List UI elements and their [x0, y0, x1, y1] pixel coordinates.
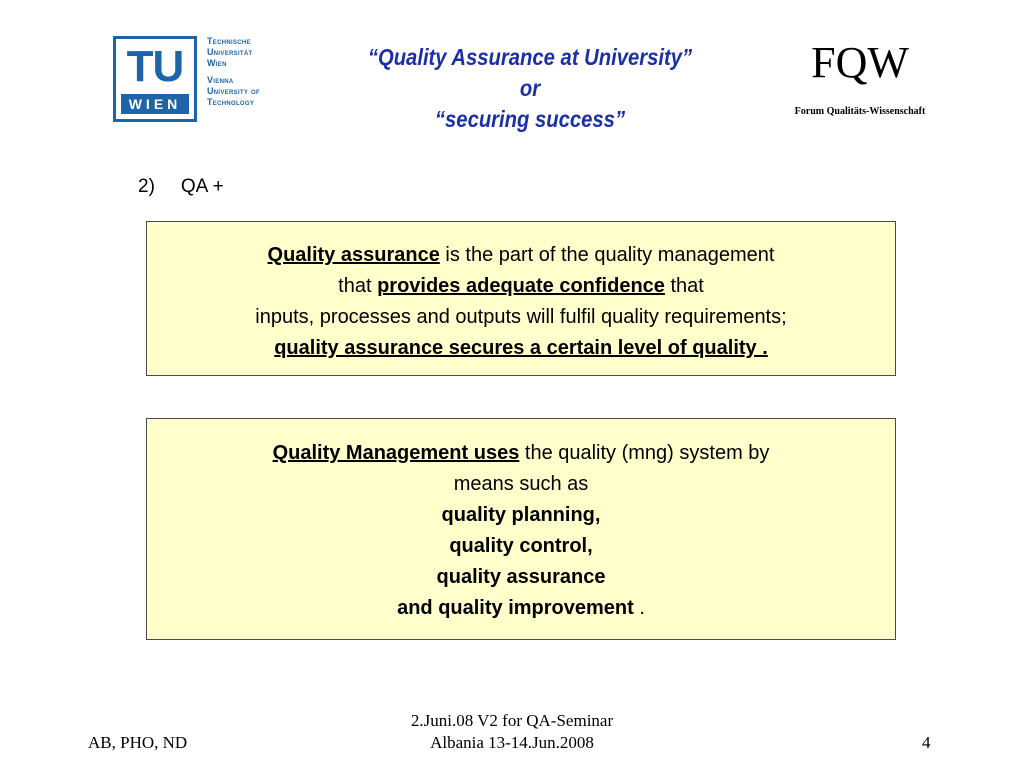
footer-line: Albania 13-14.Jun.2008 — [430, 733, 594, 752]
section-label: QA + — [180, 176, 224, 197]
box-text: . — [633, 597, 645, 619]
footer-line: 2.Juni.08 V2 for QA-Seminar — [410, 711, 614, 730]
definition-box-quality-assurance — [146, 221, 896, 376]
tu-logo-mark — [113, 36, 197, 122]
box-line — [147, 240, 895, 271]
means-item: quality assurance — [436, 566, 606, 588]
box-line — [147, 271, 895, 302]
section-heading — [138, 176, 224, 198]
box-line — [147, 438, 895, 469]
means-item: and quality improvement — [397, 597, 634, 619]
conclusion-text: quality assurance secures a certain level of quality . — [274, 337, 768, 359]
logo-wordmark — [207, 36, 260, 108]
footer-authors: AB, PHO, ND — [88, 733, 188, 752]
logo-line: University of — [207, 86, 260, 96]
definition-box-quality-management — [146, 418, 896, 640]
logo-line: Universität — [207, 47, 253, 57]
box-line — [147, 593, 895, 624]
title-line: or — [519, 75, 541, 101]
page-number: 4 — [922, 733, 931, 752]
tu-wien-logo — [113, 36, 283, 124]
box-text: that — [664, 275, 704, 297]
term-quality-assurance: Quality assurance — [267, 244, 440, 266]
box-text: the quality (mng) system by — [519, 442, 770, 464]
logo-tu-text: TU — [126, 42, 184, 91]
slide-title — [336, 42, 723, 135]
logo-line: Vienna — [207, 75, 234, 85]
box-line: means such as — [453, 473, 589, 495]
emphasis-confidence: provides adequate confidence — [377, 275, 665, 297]
box-text: that — [338, 275, 378, 297]
section-number: 2) — [138, 176, 155, 197]
fqw-logo: FQW — [811, 38, 909, 87]
footer-event — [362, 710, 662, 754]
box-text: is the part of the quality management — [439, 244, 775, 266]
logo-wien-text: WIEN — [121, 94, 189, 114]
fqw-subtitle: Forum Qualitäts-Wissenschaft — [794, 106, 926, 117]
means-item: quality control, — [449, 535, 593, 557]
logo-line: Technische — [207, 36, 251, 46]
term-quality-management: Quality Management uses — [272, 442, 520, 464]
box-line — [147, 333, 895, 364]
title-line: “securing success” — [434, 106, 626, 132]
title-line: “Quality Assurance at University” — [367, 44, 693, 70]
logo-line: Wien — [207, 58, 227, 68]
means-item: quality planning, — [441, 504, 601, 526]
logo-line: Technology — [207, 97, 255, 107]
box-line: inputs, processes and outputs will fulfil quality requirements; — [255, 306, 787, 328]
